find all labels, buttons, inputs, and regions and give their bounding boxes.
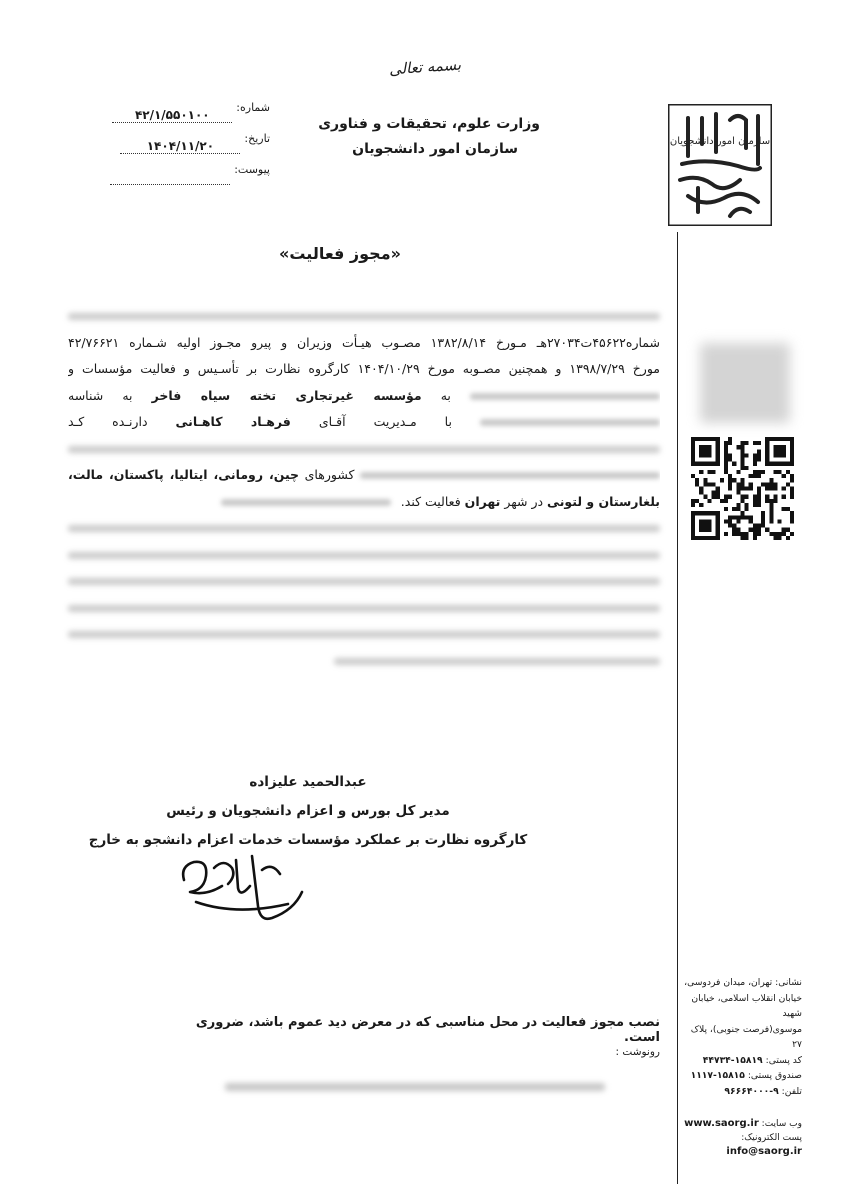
date-row: [70, 123, 270, 154]
redacted-line: [68, 595, 660, 622]
manager-name: فرهـاد کاهـانی: [175, 414, 291, 429]
svg-text:سازمان امور دانشجویان: سازمان امور دانشجویان: [669, 136, 771, 147]
address-line-3: موسوی(فرصت جنوبی)، پلاک ۲۷: [690, 1023, 802, 1050]
attachment-row: [70, 154, 270, 185]
number-label: شماره:: [236, 101, 270, 114]
cc-label: رونوشت :: [615, 1046, 660, 1058]
web-contact: [680, 1117, 802, 1159]
redacted-line: [68, 436, 660, 463]
installation-notice: نصب مجوز فعالیت در محل مناسبی که در معرض دید عموم باشد، ضروری است.: [195, 1015, 660, 1045]
redacted-line: [68, 621, 660, 648]
letter-body: [68, 303, 660, 674]
address-line-2: خیابان انقلاب اسلامی، خیابان شهید: [691, 992, 802, 1019]
body-line-7: کشورهای چین، رومانی، ایتالیا، پاکستان، مالت،: [68, 462, 660, 489]
email-row[interactable]: پست الکترونیک: info@saorg.ir: [726, 1133, 802, 1157]
document-title: «مجوز فعالیت»: [279, 244, 401, 263]
email-link[interactable]: info@saorg.ir: [726, 1146, 802, 1157]
organization-logo: [668, 104, 772, 226]
contact-address: [684, 975, 802, 1099]
body-line-4: به مؤسسه غیرتجاری تخته سیاه فاخر به شناسه: [68, 383, 660, 410]
attachment-label: پیوست:: [234, 163, 270, 176]
body-line-8: بلغارستان و لتونی در شهر تهران فعالیت کند.: [68, 489, 660, 516]
redacted-line: [68, 568, 660, 595]
redacted-stamp: [700, 343, 790, 423]
website-link[interactable]: www.saorg.ir: [684, 1118, 759, 1129]
countries-list-end: بلغارستان و لتونی: [547, 493, 660, 509]
letter-meta: [70, 92, 270, 185]
redacted-line: [68, 515, 660, 542]
po-box-row: صندوق پستی: ۱۵۸۱۵-۱۱۱۷: [690, 1070, 802, 1081]
ministry-block: [280, 112, 540, 162]
signer-position-1: مدیر کل بورس و اعزام دانشجویان و رئیس: [166, 803, 450, 819]
signature-block: [68, 768, 548, 855]
body-line-3: مورخ ۱۳۹۸/۷/۲۹ و همچنین مصـوبه مورخ ۱۴۰۴/۱۰/۲۹ کارگروه نظارت بر تأسـیس و فعالیت مؤسسات و: [68, 361, 660, 376]
phone-row: تلفن: ۹-۹۶۶۶۴۰۰۰: [724, 1085, 802, 1097]
redacted-line: [68, 648, 660, 675]
bismillah-heading: بسمه تعالی: [388, 55, 462, 79]
qr-code: [691, 436, 794, 541]
attachment-value: [110, 170, 230, 185]
city-name: تهران: [464, 493, 501, 509]
handwritten-signature: [176, 846, 306, 928]
date-value: ۱۴۰۴/۱۱/۲۰: [120, 139, 240, 154]
redacted-cc: [225, 1083, 605, 1091]
margin-divider: [677, 232, 678, 1184]
number-value: ۴۲/۱/۵۵۰۱۰۰: [112, 108, 232, 123]
organization-name: سازمان امور دانشجویان: [352, 141, 518, 157]
company-name: مؤسسه غیرتجاری تخته سیاه فاخر: [151, 387, 422, 403]
address-line-1: نشانی: تهران، میدان فردوسی،: [684, 977, 802, 988]
countries-list: چین، رومانی، ایتالیا، پاکستان، مالت،: [68, 467, 300, 482]
redacted-line: [68, 542, 660, 569]
body-line-2: شماره۴۵۶۲۲ت۲۷۰۳۴هـ مـورخ ۱۳۸۲/۸/۱۴ مصـوب هیـأت وزیران و پیرو مجـوز اولیه شـماره ۴۲/۷۶۶۲۱: [68, 334, 660, 350]
website-row[interactable]: وب سایت: www.saorg.ir: [684, 1118, 802, 1129]
signer-position-2: کارگروه نظارت بر عملکرد مؤسسات خدمات اعزام دانشجو به خارج: [88, 832, 528, 848]
ministry-name: وزارت علوم، تحقیقات و فناوری: [318, 116, 540, 132]
number-row: [70, 92, 270, 123]
redacted-line: [68, 303, 660, 330]
postal-code-row: کد پستی: ۱۵۸۱۹-۴۴۷۳۴: [702, 1054, 802, 1066]
date-label: تاریخ:: [244, 132, 270, 145]
signer-name: عبدالحمید علیزاده: [249, 774, 367, 790]
body-line-5: با مـدیریت آقـای فرهـاد کاهـانی دارنـده کـد: [68, 409, 660, 436]
